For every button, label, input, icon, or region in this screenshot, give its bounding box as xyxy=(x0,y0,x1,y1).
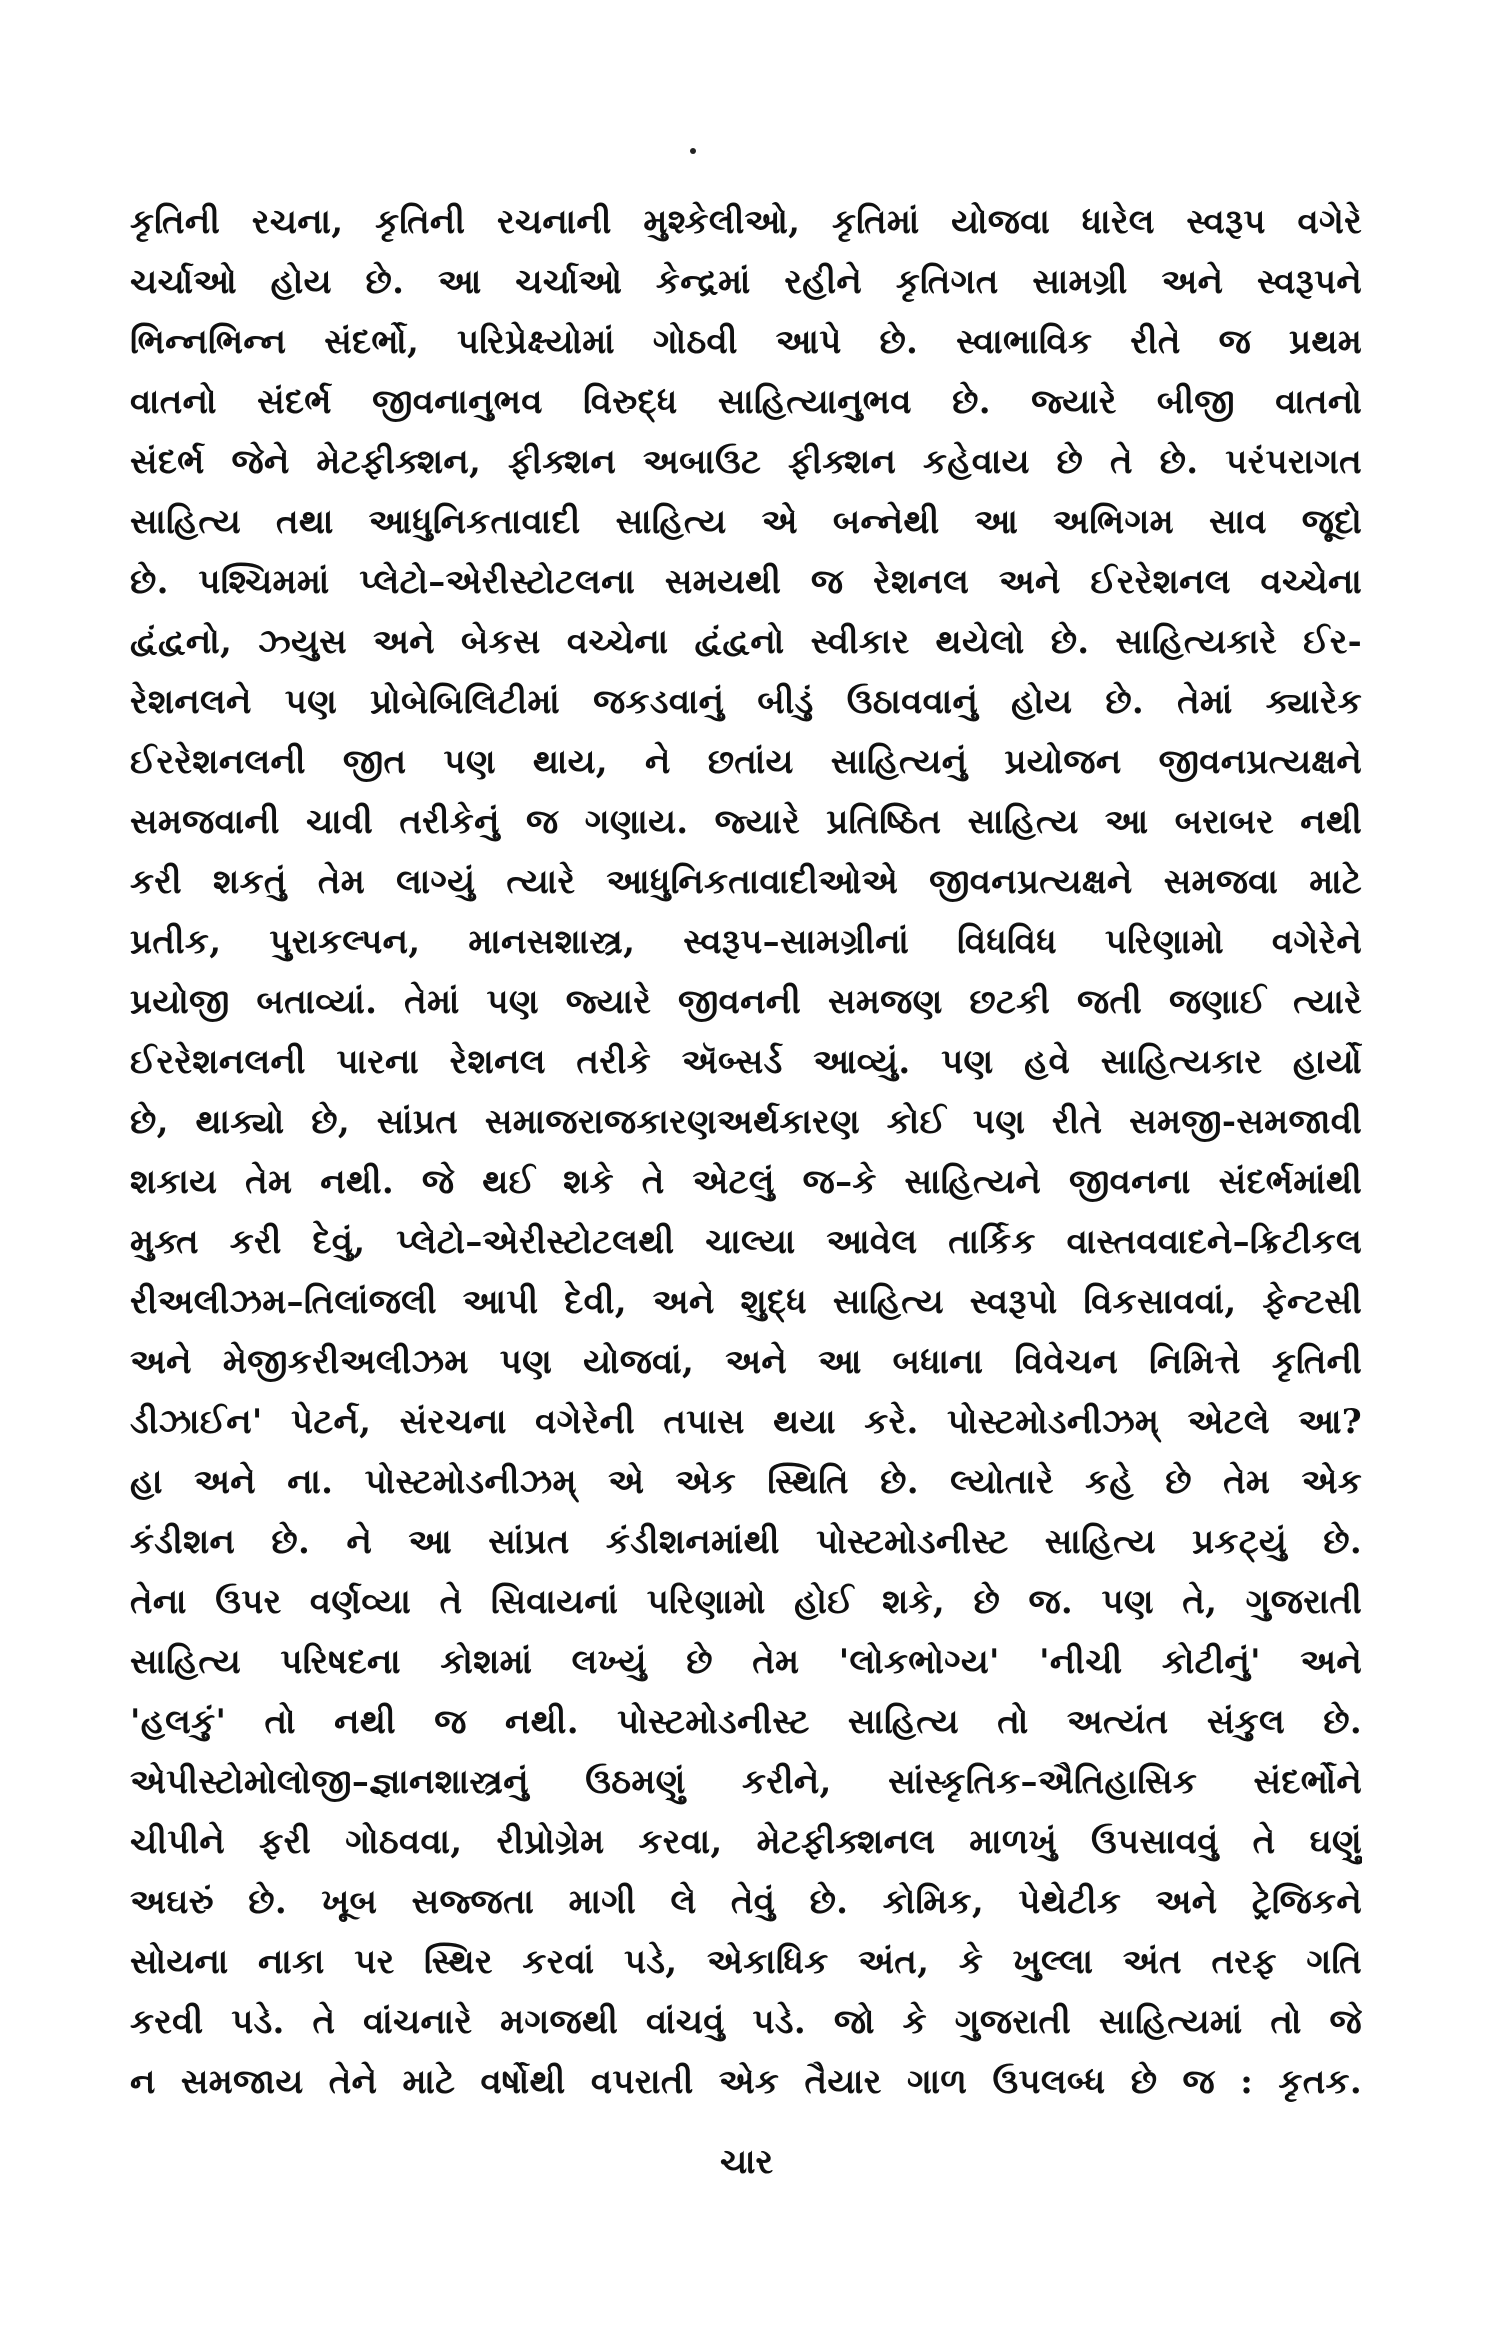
text-line: મુક્ત કરી દેવું, પ્લેટો–એરીસ્ટોટલથી ચાલ્યા આવેલ તાર્કિક વાસ્તવવાદને–ક્રિટીકલ xyxy=(130,1222,1362,1262)
text-line: સાહિત્ય પરિષદના કોશમાં લખ્યું છે તેમ 'લોકભોગ્ય' 'નીચી કોટીનું' અને xyxy=(130,1642,1362,1682)
text-line: સોયના નાકા પર સ્થિર કરવાં પડે, એકાધિક અંત, કે ખુલ્લા અંત તરફ ગતિ xyxy=(130,1942,1362,1982)
text-line: ભિન્નભિન્ન સંદર્ભો, પરિપ્રેક્ષ્યોમાં ગોઠવી આપે છે. સ્વાભાવિક રીતે જ પ્રથમ xyxy=(130,322,1362,362)
page-number: ચાર xyxy=(719,2142,774,2182)
text-line: શકાય તેમ નથી. જે થઈ શકે તે એટલું જ–કે સાહિત્યને જીવનના સંદર્ભમાંથી xyxy=(130,1162,1362,1202)
text-line: ઈરરેશનલની જીત પણ થાય, ને છતાંય સાહિત્યનું પ્રયોજન જીવનપ્રત્યક્ષને xyxy=(130,742,1362,782)
text-line: પ્રયોજી બતાવ્યાં. તેમાં પણ જ્યારે જીવનની સમજણ છટકી જતી જણાઈ ત્યારે xyxy=(130,982,1362,1022)
text-line: કૃતિની રચના, કૃતિની રચનાની મુશ્કેલીઓ, કૃતિમાં યોજવા ધારેલ સ્વરૂપ વગેરે xyxy=(130,202,1362,242)
text-line: સંદર્ભ જેને મેટફીક્શન, ફીક્શન અબાઉટ ફીક્શન કહેવાય છે તે છે. પરંપરાગત xyxy=(130,442,1362,482)
text-line: ડીઝાઈન' પેટર્ન, સંરચના વગેરેની તપાસ થયા કરે. પોસ્ટમોડનીઝમ્ એટલે આ? xyxy=(130,1402,1362,1442)
text-line: દ્વંદ્વનો, ઝ્યુસ અને બેકસ વચ્ચેના દ્વંદ્વનો સ્વીકાર થયેલો છે. સાહિત્યકારે ઈર- xyxy=(130,622,1362,662)
text-line: સમજવાની ચાવી તરીકેનું જ ગણાય. જ્યારે પ્રતિષ્ઠિત સાહિત્ય આ બરાબર નથી xyxy=(130,802,1362,842)
body-paragraph xyxy=(130,192,1362,2112)
text-line: કરવી પડે. તે વાંચનારે મગજથી વાંચવું પડે. જો કે ગુજરાતી સાહિત્યમાં તો જે xyxy=(130,2002,1362,2042)
text-line: કંડીશન છે. ને આ સાંપ્રત કંડીશનમાંથી પોસ્ટમોડનીસ્ટ સાહિત્ય પ્રકટ્યું છે. xyxy=(130,1522,1362,1562)
text-line: અને મેજીકરીઅલીઝમ પણ યોજવાં, અને આ બધાના વિવેચન નિમિત્તે કૃતિની xyxy=(130,1342,1362,1382)
text-line: અઘરું છે. ખૂબ સજ્જતા માગી લે તેવું છે. કોમિક, પેથેટીક અને ટ્રેજિકને xyxy=(130,1882,1362,1922)
text-line: રીઅલીઝમ–તિલાંજલી આપી દેવી, અને શુદ્ધ સાહિત્ય સ્વરૂપો વિકસાવવાં, ફેન્ટસી xyxy=(130,1282,1362,1322)
top-dot-mark xyxy=(690,148,696,154)
text-line: છે, થાક્યો છે, સાંપ્રત સમાજરાજકારણઅર્થકારણ કોઈ પણ રીતે સમજી-સમજાવી xyxy=(130,1102,1362,1142)
text-line: ન સમજાય તેને માટે વર્ષોથી વપરાતી એક તૈયાર ગાળ ઉપલબ્ધ છે જ : કૃતક. xyxy=(130,2062,1362,2102)
text-line: પ્રતીક, પુરાકલ્પન, માનસશાસ્ત્ર, સ્વરૂપ–સામગ્રીનાં વિધવિધ પરિણામો વગેરેને xyxy=(130,922,1362,962)
text-line: ચીપીને ફરી ગોઠવવા, રીપ્રોગ્રેમ કરવા, મેટફીક્શનલ માળખું ઉપસાવવું તે ઘણું xyxy=(130,1822,1362,1862)
text-line: ચર્ચાઓ હોય છે. આ ચર્ચાઓ કેન્દ્રમાં રહીને કૃતિગત સામગ્રી અને સ્વરૂપને xyxy=(130,262,1362,302)
text-line: છે. પશ્ચિમમાં પ્લેટો–એરીસ્ટોટલના સમયથી જ રેશનલ અને ઈરરેશનલ વચ્ચેના xyxy=(130,562,1362,602)
text-line: 'હલકું' તો નથી જ નથી. પોસ્ટમોડનીસ્ટ સાહિત્ય તો અત્યંત સંકુલ છે. xyxy=(130,1702,1362,1742)
text-line: રેશનલને પણ પ્રોબેબિલિટીમાં જકડવાનું બીડું ઉઠાવવાનું હોય છે. તેમાં ક્યારેક xyxy=(130,682,1362,722)
text-line: કરી શકતું તેમ લાગ્યું ત્યારે આધુનિકતાવાદીઓએ જીવનપ્રત્યક્ષને સમજવા માટે xyxy=(130,862,1362,902)
text-line: તેના ઉપર વર્ણવ્યા તે સિવાયનાં પરિણામો હોઈ શકે, છે જ. પણ તે, ગુજરાતી xyxy=(130,1582,1362,1622)
text-line: હા અને ના. પોસ્ટમોડનીઝમ્ એ એક સ્થિતિ છે. લ્યોતારે કહે છે તેમ એક xyxy=(130,1462,1362,1502)
text-line: એપીસ્ટોમોલોજી–જ્ઞાનશાસ્ત્રનું ઉઠમણું કરીને, સાંસ્કૃતિક–ઐતિહાસિક સંદર્ભોને xyxy=(130,1762,1362,1802)
text-line: ઈરરેશનલની પારના રેશનલ તરીકે ઍબ્સર્ડ આવ્યું. પણ હવે સાહિત્યકાર હાર્યો xyxy=(130,1042,1362,1082)
text-line: સાહિત્ય તથા આધુનિકતાવાદી સાહિત્ય એ બન્નેથી આ અભિગમ સાવ જૂદો xyxy=(130,502,1362,542)
text-line: વાતનો સંદર્ભ જીવનાનુભવ વિરુદ્ધ સાહિત્યાનુભવ છે. જ્યારે બીજી વાતનો xyxy=(130,382,1362,422)
